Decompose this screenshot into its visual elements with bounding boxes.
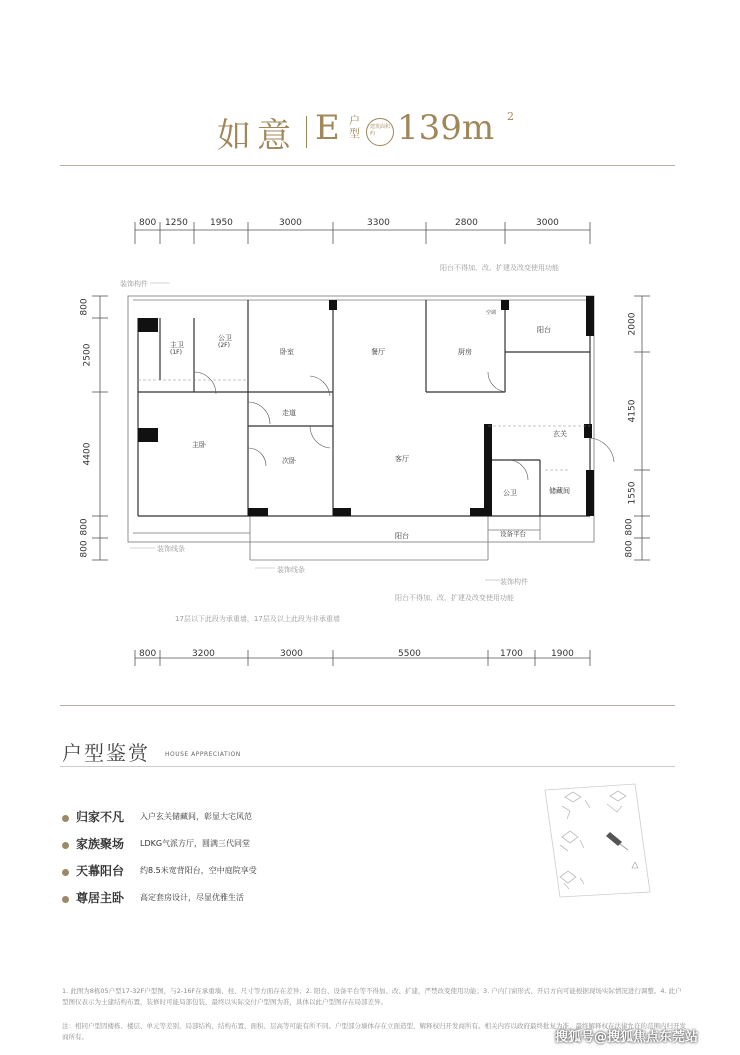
top-dim: 3000 <box>536 218 559 228</box>
title-type-suffix: 户型 <box>349 114 360 140</box>
room-corridor: 走道 <box>282 409 296 417</box>
feature-desc: 约8.5米宽背阳台，空中庭院享受 <box>140 866 257 875</box>
site-key-plan <box>540 782 655 902</box>
note-top-right: 阳台不得加、改、扩建及改变使用功能 <box>440 264 559 272</box>
room-dining: 餐厅 <box>371 348 385 356</box>
top-dim: 2800 <box>455 218 478 228</box>
dimension-lines <box>92 222 650 666</box>
room-bedroom-a: 卧室 <box>280 348 294 356</box>
room-bath2-sub: (2F) <box>218 342 230 349</box>
bullet-icon <box>62 896 69 903</box>
bottom-dim: 800 <box>139 649 157 659</box>
bottom-dim: 1700 <box>500 649 523 659</box>
room-ac: 空调 <box>486 310 497 316</box>
top-dim: 3000 <box>279 218 302 228</box>
note-bottom-line: 装饰线条 <box>277 566 305 574</box>
structural-columns <box>138 296 594 516</box>
feature-desc: 高定套房设计，尽显优雅生活 <box>140 893 244 902</box>
area-badge-text: 建筑面积约 <box>370 124 391 137</box>
feature-head: 天幕阳台 <box>76 864 125 878</box>
right-dim: 800 <box>624 540 635 558</box>
bottom-dim: 3200 <box>192 649 215 659</box>
plan-rule <box>60 705 675 706</box>
room-public-wc: 公卫 <box>503 489 517 497</box>
room-kitchen: 厨房 <box>458 348 472 356</box>
feature-head: 尊居主卧 <box>76 891 125 905</box>
interior-walls <box>138 300 590 516</box>
bottom-dim: 1900 <box>551 649 574 659</box>
left-dim: 800 <box>79 540 90 558</box>
room-equipment: 设备平台 <box>500 530 526 538</box>
feature-head: 归家不凡 <box>76 810 125 824</box>
room-second-bedroom: 次卧 <box>282 457 296 465</box>
top-dim: 1950 <box>210 218 233 228</box>
fine-print-1: 1. 此图为8栋05户型17-32F户型图，与2-16F在承重墙、柱、尺寸等方面存在差异；2. 阳台、设备平台等不得加、改、扩建，严禁改变使用功能；3. 户内门窗形式、开启方向可能根据现场实际情况进行调整。4. 此户型图仅表示为土建结构布置，装修时可能局部包装，最终以实际交付户型图为准，具体以此户型图存在局部差异。 <box>62 987 682 1006</box>
watermark: 搜狐号@搜狐焦点东莞站 <box>555 1030 699 1045</box>
section-subtitle: HOUSE APPRECIATION <box>165 751 241 758</box>
top-dim: 1250 <box>165 218 188 228</box>
note-wall: 17层以下此段为承重墙，17层及以上此段为非承重墙 <box>175 615 340 623</box>
note-bottom-right: 装饰构件 <box>500 578 528 586</box>
room-entrance: 玄关 <box>553 430 567 438</box>
highlight-building <box>606 832 628 850</box>
bottom-dim: 5500 <box>398 649 421 659</box>
feature-desc: LDKG气派方厅，圆满三代同堂 <box>140 839 251 848</box>
bullet-icon <box>62 842 69 849</box>
feature-desc: 入户玄关储藏间，彰显大宅风范 <box>140 812 252 821</box>
title-area-sup: 2 <box>507 110 514 123</box>
note-top-left: 装饰构件 <box>120 280 148 288</box>
title-area: 139m <box>397 108 495 148</box>
bullet-icon <box>62 815 69 822</box>
leader-lines <box>130 283 500 580</box>
room-master-bath-sub: (1F) <box>170 349 182 356</box>
room-living: 客厅 <box>395 455 409 463</box>
feature-head: 家族聚场 <box>76 837 125 851</box>
right-dim: 2000 <box>627 312 638 336</box>
left-dim: 2500 <box>82 343 93 367</box>
left-dim: 800 <box>79 298 90 316</box>
top-dim: 800 <box>139 218 157 228</box>
right-dim: 1550 <box>627 481 638 505</box>
top-dim: 3300 <box>367 218 390 228</box>
room-storage: 储藏间 <box>549 487 570 495</box>
fine-print-2: 注：相同户型因楼栋、楼层、单元等差别，局部结构、结构布置、面积、层高等可能有所不同。户型部分墙体存在立面造型，解释权归开发商所有。相关内容以政府最终批复为准，最终解释权在法律允许的范围内归开发商所有。 <box>62 1022 686 1041</box>
right-dim: 800 <box>624 518 635 536</box>
dashed-lines <box>138 380 590 470</box>
left-dim: 4400 <box>82 442 93 466</box>
note-left-line: 装饰线条 <box>157 545 185 553</box>
section-title: 户型鉴赏 <box>62 741 150 765</box>
bullet-icon <box>62 869 69 876</box>
bottom-dim: 3000 <box>280 649 303 659</box>
room-balcony-top: 阳台 <box>537 326 551 334</box>
right-dim: 4150 <box>627 399 638 423</box>
room-master-bedroom: 主卧 <box>192 441 206 449</box>
left-dim: 800 <box>79 518 90 536</box>
section-rule <box>60 766 675 767</box>
title-type-letter: E <box>315 108 340 148</box>
title-name: 如意 <box>217 116 297 156</box>
room-bath2: 公卫 <box>218 334 232 342</box>
note-bottom-balcony: 阳台不得加、改、扩建及改变使用功能 <box>395 594 514 602</box>
room-master-bath: 主卫 <box>170 341 184 349</box>
outline-lines <box>128 296 594 560</box>
room-balcony-bottom: 阳台 <box>395 532 409 540</box>
north-icon <box>632 862 638 868</box>
